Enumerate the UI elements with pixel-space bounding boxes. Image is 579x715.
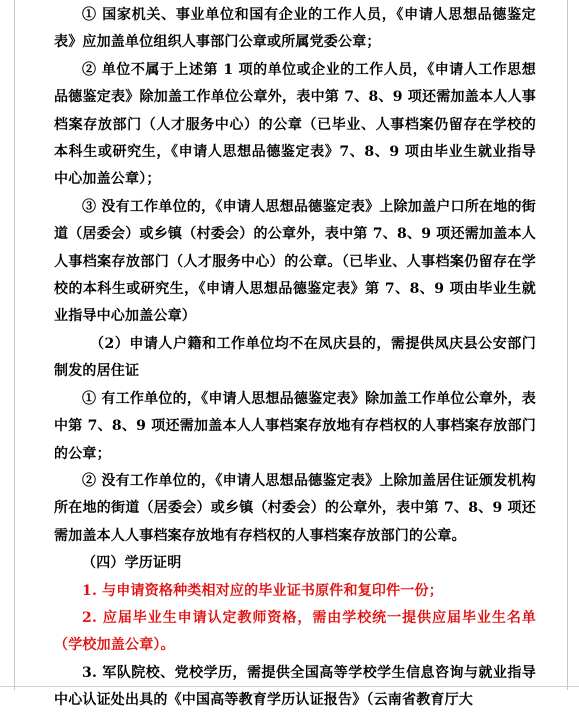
page-border-left bbox=[14, 0, 15, 690]
item-without-employer: ② 没有工作单位的，《申请人思想品德鉴定表》上除加盖居住证颁发机构所在地的街道（居委会）或乡镇（村委会）的公章外，表中第 7、8、9 项还需加盖本人人事档案存放地有存档权的人事档案存放部门的公章。 bbox=[54, 472, 536, 544]
education-item-1: 1. 与申请资格种类相对应的毕业证书原件和复印件一份； bbox=[82, 582, 443, 599]
item-no-employer: ③ 没有工作单位的，《申请人思想品德鉴定表》上除加盖户口所在地的街道（居委会）或乡镇（村委会）的公章外，表中第 7、8、9 项还需加盖本人人事档案存放部门（人才服务中心）的公章。（已毕业、人事档案仍留存在学校的本科生或研究生，《申请人思想品德鉴定表》第 7、8、9 项由毕业生就业指导中心加盖公章） bbox=[54, 198, 536, 325]
item-with-employer: ① 有工作单位的，《申请人思想品德鉴定表》除加盖工作单位公章外，表中第 7、8、9 项还需加盖本人人事档案存放地有存档权的人事档案存放部门的公章； bbox=[54, 390, 536, 462]
subsection-non-resident: （2）申请人户籍和工作单位均不在凤庆县的，需提供凤庆县公安部门制发的居住证 bbox=[54, 335, 536, 380]
education-item-2: 2. 应届毕业生申请认定教师资格，需由学校统一提供应届毕业生名单（学校加盖公章）。 bbox=[54, 609, 536, 654]
item-other-units: ② 单位不属于上述第 1 项的单位或企业的工作人员，《申请人工作思想品德鉴定表》除加盖工作单位公章外，表中第 7、8、9 项还需加盖本人人事档案存放部门（人才服务中心）的公章（已毕业、人事档案仍留存在学校的本科生或研究生，《申请人思想品德鉴定表》7、8、9 项由毕业生就业指导中心加盖公章）； bbox=[54, 61, 536, 188]
section-heading-education: （四）学历证明 bbox=[82, 555, 182, 572]
document-page bbox=[54, 2, 536, 715]
item-state-organs: ① 国家机关、事业单位和国有企业的工作人员，《申请人思想品德鉴定表》应加盖单位组织人事部门公章或所属党委公章； bbox=[54, 7, 536, 51]
education-item-3: 3. 军队院校、党校学历，需提供全国高等学校学生信息咨询与就业指导中心认证处出具的《中国高等教育学历认证报告》（云南省教育厅大 bbox=[54, 664, 536, 709]
page-border-right bbox=[567, 0, 568, 690]
